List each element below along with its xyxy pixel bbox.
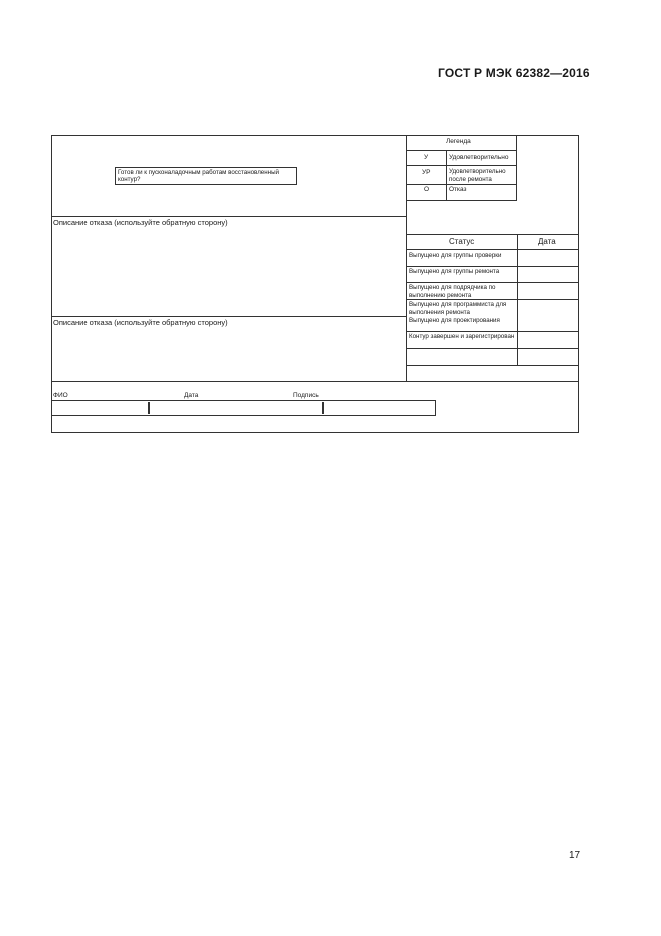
legend-text-2: Удовлетворительно после ремонта [449,168,506,183]
page-number: 17 [569,850,581,861]
failure-description-2: Описание отказа (используйте обратную сторону) [53,318,228,327]
status-row-3: Выпущено для подрядчика по выполнению ремонта [409,284,496,299]
status-row-line-6 [406,365,578,366]
date-label: Дата [184,392,199,399]
status-header-line [406,249,578,250]
signature-field-divider-2 [322,402,324,414]
signature-area-top-line [51,381,579,382]
document-standard-header: ГОСТ Р МЭК 62382—2016 [438,66,590,80]
legend-code-2: УР [422,169,431,176]
legend-row-line-1 [406,165,517,166]
status-table-top-line [406,234,578,235]
status-row-line-3 [406,299,578,300]
legend-header-line [406,150,517,151]
question-text: Готов ли к пусконаладочным работам восстановленный контур? [118,169,279,183]
signature-field-divider-1 [148,402,150,414]
status-row-6: Контур завершен и зарегистрирован [409,333,515,340]
status-row-line-1 [406,266,578,267]
legend-code-1: У [424,154,429,161]
date-column-header: Дата [538,237,556,246]
status-column-header: Статус [449,237,475,246]
legend-code-3: О [424,186,430,193]
legend-text-3: Отказ [449,186,467,193]
legend-text-1: Удовлетворительно [449,154,509,161]
left-section-divider-1 [51,216,406,217]
status-date-column-line [517,234,518,366]
signature-fields [51,400,436,416]
status-row-5: Выпущено для проектирования [409,317,500,324]
legend-row-line-2 [406,184,517,185]
form-bottom-border [51,432,579,433]
form-right-border [578,135,579,433]
status-row-line-5 [406,348,578,349]
legend-title: Легенда [446,138,471,145]
status-row-4: Выпущено для программиста для выполнения ремонта [409,301,507,316]
failure-description-1: Описание отказа (используйте обратную сторону) [53,218,228,227]
left-section-divider-2 [51,316,406,317]
legend-code-column-line [446,150,447,201]
status-row-1: Выпущено для группы проверки [409,252,502,259]
name-label: ФИО [53,392,68,399]
status-row-line-2 [406,282,578,283]
form-left-border [51,135,52,433]
status-row-2: Выпущено для группы ремонта [409,268,500,275]
status-row-line-4 [406,331,578,332]
signature-label: Подпись [293,392,319,399]
